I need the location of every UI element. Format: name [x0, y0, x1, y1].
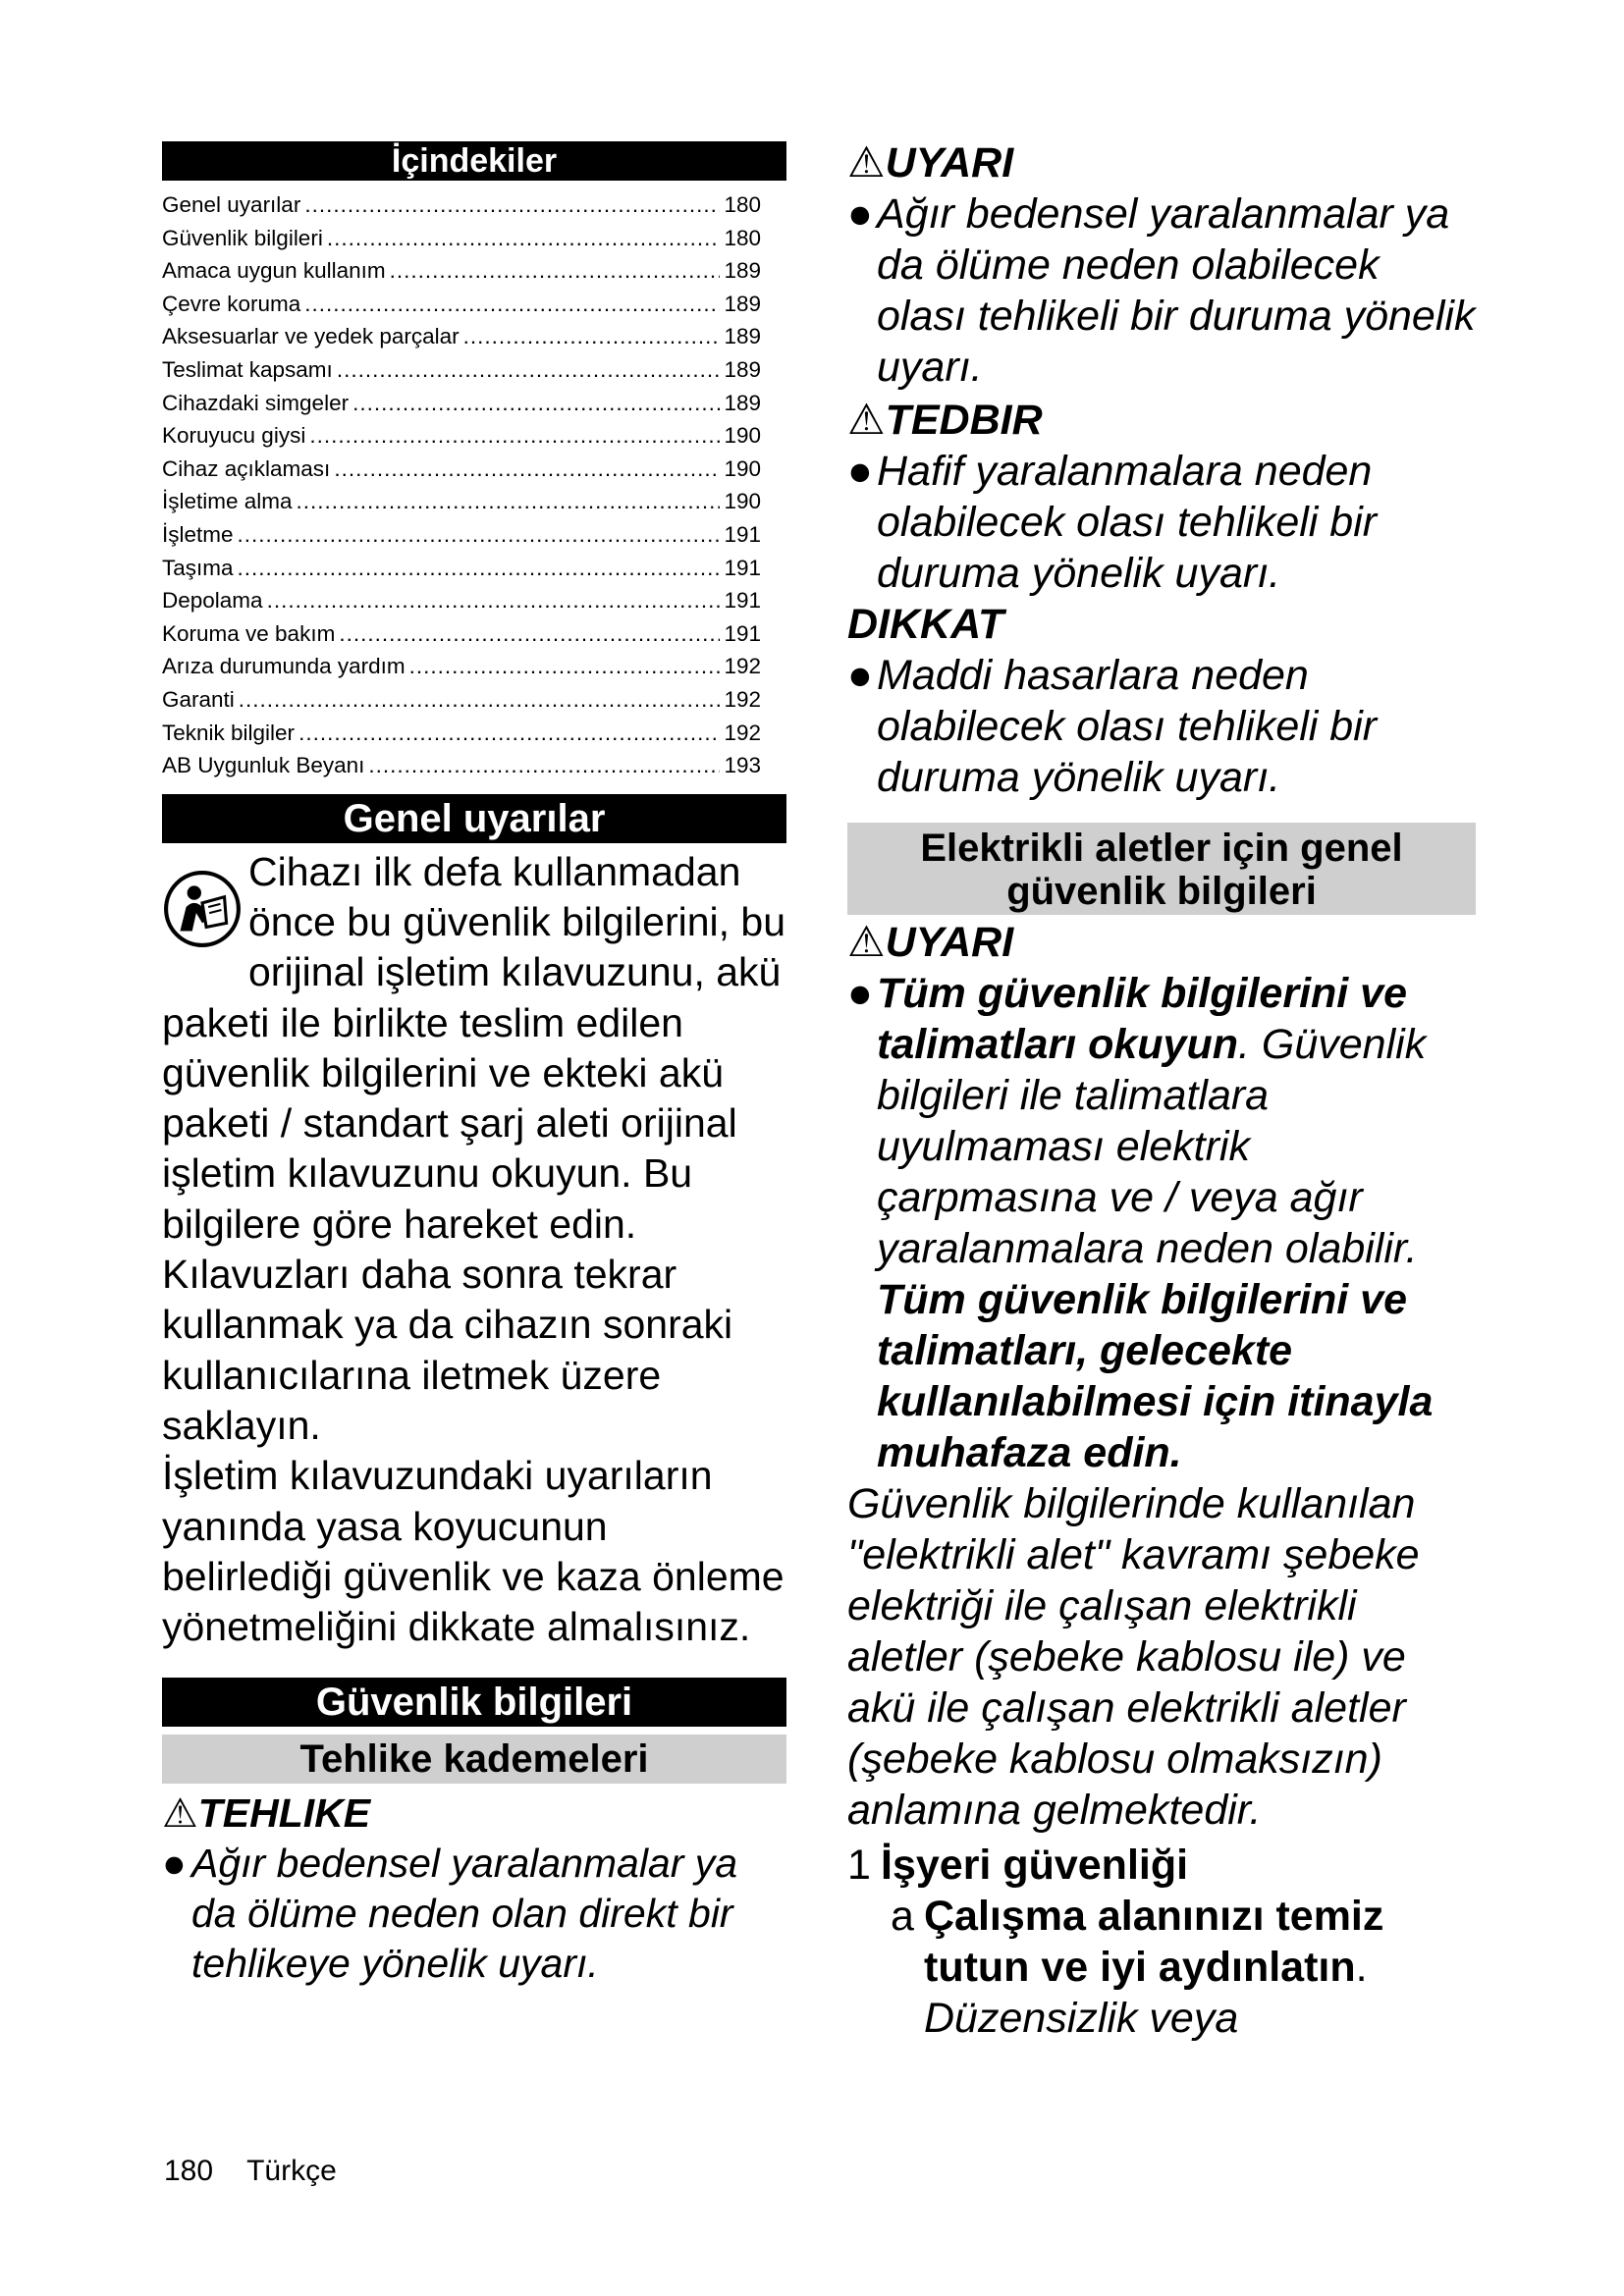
danger-text: ● Ağır bedensel yaralanmalar ya da ölüme neden olan direkt bir tehlikeye yönelik uyarı.: [162, 1841, 738, 1987]
toc-item-page: 192: [724, 720, 761, 745]
toc-item-label: Koruyucu giysi: [162, 423, 306, 449]
toc-item: [162, 320, 761, 353]
toc-item-label: Cihazdaki simgeler: [162, 390, 350, 415]
toc-leader-dots: [238, 518, 721, 552]
toc-item: [162, 254, 761, 288]
left-column: [162, 141, 786, 1989]
toc-item-page: 191: [724, 521, 761, 547]
toc-item: [162, 288, 761, 321]
toc-leader-dots: [297, 485, 721, 518]
right-column: [847, 137, 1476, 2044]
toc-item-page: 191: [724, 555, 761, 580]
toc-item-label: Genel uyarılar: [162, 192, 301, 217]
section-item-a: a Çalışma alanınızı temiz tutun ve iyi aydınlatın. Düzensizlik veya: [891, 1893, 1384, 2042]
general-warnings-text: [162, 847, 786, 1653]
toc-item-page: 189: [724, 258, 761, 284]
toc-leader-dots: [352, 387, 720, 420]
legal-paragraph: İşletim kılavuzundaki uyarıların yanında yasa koyucunun belirlediği güvenlik ve kaza önleme yönetmeliğini dikkate almalısınız.: [162, 1453, 785, 1650]
page-number: 180: [164, 2155, 214, 2187]
section-workplace-safety: 1 İşyeri güvenliği: [847, 1842, 1189, 1889]
toc-item-page: 193: [724, 753, 761, 778]
toc-leader-dots: [334, 453, 720, 486]
caution-text: ● Hafif yaralanmalara neden olabilecek olası tehlikeli bir duruma yönelik uyarı.: [847, 448, 1378, 597]
warning-triangle-icon: ⚠: [847, 397, 886, 444]
toc-item-page: 190: [724, 455, 761, 481]
electric-warning-text: ● Tüm güvenlik bilgilerini ve talimatları okuyun. Güvenlik bilgileri ile talimatlara uyulmaması elektrik çarpmasına ve / veya ağır yaralanmalara neden olabilir. Tüm güvenlik bilgilerini ve talimatları, gelecekte kullanılabilmesi için itinayla muhafaza edin.: [847, 970, 1434, 1476]
toc-item-label: Aksesuarlar ve yedek parçalar: [162, 324, 460, 349]
toc-item-label: Koruma ve bakım: [162, 620, 336, 646]
toc-leader-dots: [239, 683, 721, 717]
toc-item-page: 189: [724, 390, 761, 415]
toc-item: [162, 749, 761, 782]
warning-label: ⚠UYARI: [847, 139, 1014, 187]
bullet-icon: ●: [847, 652, 873, 699]
toc-item-label: İşletime alma: [162, 489, 293, 514]
warning-triangle-icon: ⚠: [847, 919, 886, 966]
toc-item: [162, 617, 761, 651]
toc-item: [162, 453, 761, 486]
toc-leader-dots: [409, 650, 721, 683]
toc-item-label: Garanti: [162, 686, 235, 712]
electric-warning-label: ⚠UYARI: [847, 919, 1014, 966]
bullet-icon: ●: [847, 448, 873, 495]
caution-label: ⚠TEDBIR: [847, 397, 1043, 444]
toc-leader-dots: [463, 320, 721, 353]
toc-item-label: İşletme: [162, 521, 234, 547]
toc-item: [162, 584, 761, 617]
page-footer: [164, 2155, 370, 2188]
toc-item-page: 190: [724, 423, 761, 449]
toc-item-label: Çevre koruma: [162, 291, 301, 316]
safety-heading: Güvenlik bilgileri: [162, 1678, 786, 1727]
intro-paragraph: Cihazı ilk defa kullanmadan önce bu güvenlik bilgilerini, bu orijinal işletim kılavuzunu, akü paketi ile birlikte teslim edilen güvenlik bilgilerini ve ekteki akü paketi / standart şarj aleti orijinal işletim kılavuzunu okuyun. Bu bilgilere göre hareket edin. Kılavuzları daha sonra tekrar kullanmak ya da cihazın sonraki kullanıcılarına iletmek üzere saklayın.: [162, 848, 786, 1448]
toc-item-page: 180: [724, 192, 761, 217]
toc-item-label: Cihaz açıklaması: [162, 455, 331, 481]
toc-item: [162, 683, 761, 717]
toc-leader-dots: [390, 254, 721, 288]
toc-leader-dots: [339, 617, 720, 651]
toc-item: [162, 222, 761, 255]
toc-item: [162, 717, 761, 750]
warning-text: ● Ağır bedensel yaralanmalar ya da ölüme neden olabilecek olası tehlikeli bir duruma yönelik uyarı.: [847, 190, 1476, 391]
bullet-icon: ●: [847, 190, 873, 238]
toc-item-label: Güvenlik bilgileri: [162, 225, 323, 250]
notice-text: ● Maddi hasarlara neden olabilecek olası tehlikeli bir duruma yönelik uyarı.: [847, 652, 1378, 801]
bullet-icon: ●: [847, 970, 873, 1017]
toc-item-label: Amaca uygun kullanım: [162, 258, 386, 284]
toc-item-label: Teknik bilgiler: [162, 720, 296, 745]
toc-item-label: AB Uygunluk Beyanı: [162, 753, 365, 778]
toc-leader-dots: [309, 419, 720, 453]
read-manual-icon: [162, 869, 243, 949]
toc-leader-dots: [304, 188, 720, 222]
toc-item-page: 180: [724, 225, 761, 250]
toc-item-page: 192: [724, 654, 761, 679]
toc-item-label: Teslimat kapsamı: [162, 356, 333, 382]
toc-leader-dots: [267, 584, 721, 617]
table-of-contents: [162, 188, 786, 782]
toc-item: [162, 518, 761, 552]
toc-leader-dots: [368, 749, 720, 782]
warning-triangle-icon: ⚠: [162, 1790, 198, 1837]
toc-item: [162, 485, 761, 518]
toc-leader-dots: [327, 222, 721, 255]
toc-item: [162, 552, 761, 585]
notice-label: DIKKAT: [847, 601, 1004, 648]
hazard-levels-heading: Tehlike kademeleri: [162, 1735, 786, 1784]
toc-item: [162, 387, 761, 420]
toc-item: [162, 353, 761, 387]
toc-leader-dots: [337, 353, 721, 387]
toc-item: [162, 188, 761, 222]
toc-item-label: Depolama: [162, 588, 263, 614]
toc-item-page: 190: [724, 489, 761, 514]
toc-leader-dots: [298, 717, 720, 750]
toc-item-page: 189: [724, 324, 761, 349]
danger-label: ⚠TEHLIKE: [162, 1790, 371, 1837]
electric-tools-heading: Elektrikli aletler için genel güvenlik bilgileri: [847, 823, 1476, 915]
general-warnings-heading: Genel uyarılar: [162, 794, 786, 843]
toc-heading: İçindekiler: [162, 141, 786, 181]
toc-leader-dots: [238, 552, 721, 585]
toc-item-page: 189: [724, 356, 761, 382]
toc-item-label: Taşıma: [162, 555, 234, 580]
bullet-icon: ●: [162, 1841, 187, 1887]
language-label: Türkçe: [246, 2155, 337, 2187]
toc-item: [162, 650, 761, 683]
toc-item-page: 189: [724, 291, 761, 316]
toc-item-label: Arıza durumunda yardım: [162, 654, 406, 679]
definition-paragraph: Güvenlik bilgilerinde kullanılan "elektrikli alet" kavramı şebeke elektriği ile çalışan elektrikli aletler (şebeke kablosu ile) ve akü ile çalışan elektrikli aletler (şebeke kablosu olmaksızın) anlamına gelmektedir.: [847, 1480, 1420, 1834]
toc-item-page: 191: [724, 620, 761, 646]
toc-leader-dots: [304, 288, 720, 321]
toc-item-page: 191: [724, 588, 761, 614]
toc-item-page: 192: [724, 686, 761, 712]
warning-triangle-icon: ⚠: [847, 139, 886, 187]
toc-item: [162, 419, 761, 453]
